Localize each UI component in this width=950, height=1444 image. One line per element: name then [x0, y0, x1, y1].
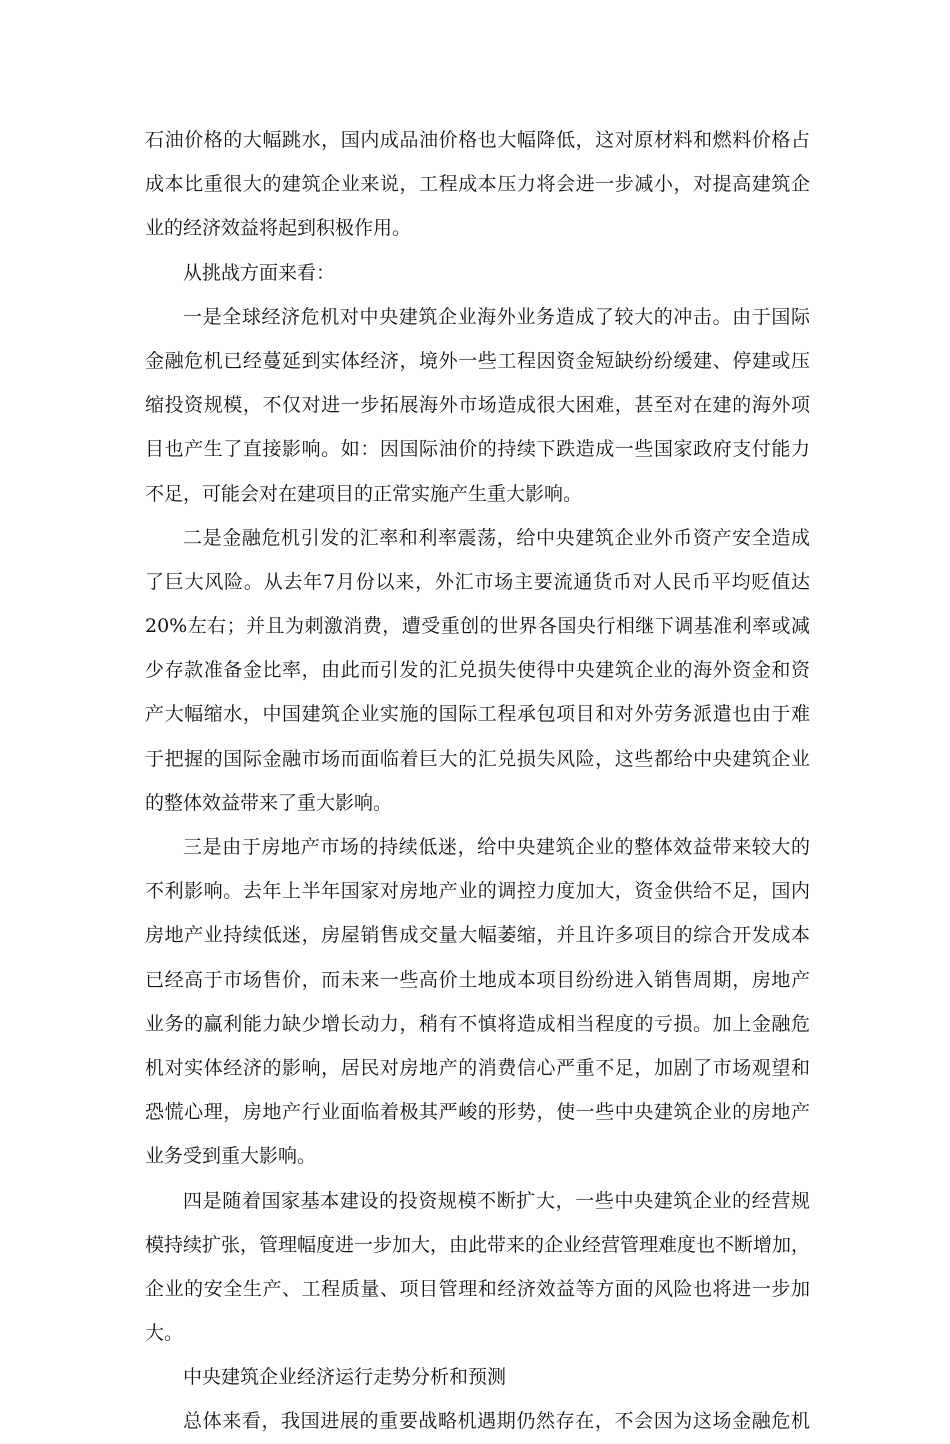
- text-line: 的整体效益带来了重大影响。: [145, 791, 393, 814]
- text-line: 模持续扩张，管理幅度进一步加大，由此带来的企业经营管理难度也不断增加，: [145, 1233, 811, 1256]
- text-line: 机对实体经济的影响，居民对房地产的消费信心严重不足，加剧了市场观望和: [145, 1056, 810, 1079]
- text-line: 产大幅缩水，中国建筑企业实施的国际工程承包项目和对外劳务派遣也由于难: [145, 703, 810, 726]
- text-line: 总体来看，我国进展的重要战略机遇期仍然存在，不会因为这场金融危机: [183, 1410, 810, 1433]
- body-text: [145, 118, 810, 1444]
- text-line: 于把握的国际金融市场而面临着巨大的汇兑损失风险，这些都给中央建筑企业: [145, 747, 810, 770]
- text-line: 业务的赢利能力缺少增长动力，稍有不慎将造成相当程度的亏损。加上金融危: [145, 1012, 810, 1035]
- text-line: 不足，可能会对在建项目的正常实施产生重大影响。: [145, 482, 583, 505]
- text-line: 三是由于房地产市场的持续低迷，给中央建筑企业的整体效益带来较大的: [183, 836, 810, 858]
- text-line: 不利影响。去年上半年国家对房地产业的调控力度加大，资金供给不足，国内: [145, 880, 810, 903]
- text-line: 二是金融危机引发的汇率和利率震荡，给中央建筑企业外币资产安全造成: [183, 526, 810, 549]
- text-line: 石油价格的大幅跳水，国内成品油价格也大幅降低，这对原材料和燃料价格占: [145, 129, 810, 151]
- text-line: 恐慌心理，房地产行业面临着极其严峻的形势，使一些中央建筑企业的房地产: [145, 1101, 810, 1124]
- text-line: 大。: [145, 1322, 184, 1345]
- text-line: 业的经济效益将起到积极作用。: [145, 217, 412, 240]
- text-line: 了巨大风险。从去年7月份以来，外汇市场主要流通货币对人民币平均贬值达: [145, 570, 810, 593]
- text-line: 20%左右；并且为刺激消费，遭受重创的世界各国央行相继下调基准利率或减: [145, 615, 810, 638]
- text-line: 四是随着国家基本建设的投资规模不断扩大，一些中央建筑企业的经营规: [183, 1189, 810, 1212]
- text-line: 业务受到重大影响。: [145, 1145, 317, 1168]
- text-line: 已经高于市场售价，而未来一些高价土地成本项目纷纷进入销售周期，房地产: [145, 968, 810, 991]
- text-line: 企业的安全生产、工程质量、项目管理和经济效益等方面的风险也将进一步加: [145, 1277, 810, 1300]
- text-line: 成本比重很大的建筑企业来说，工程成本压力将会进一步减小，对提高建筑企: [145, 173, 810, 196]
- text-line: 房地产业持续低迷，房屋销售成交量大幅萎缩，并且许多项目的综合开发成本: [145, 924, 810, 947]
- section-heading: 从挑战方面来看：: [183, 261, 336, 284]
- text-line: 金融危机已经蔓延到实体经济，境外一些工程因资金短缺纷纷缓建、停建或压: [145, 349, 810, 372]
- text-line: 目也产生了直接影响。如：因国际油价的持续下跌造成一些国家政府支付能力: [145, 438, 810, 461]
- text-line: 缩投资规模，不仅对进一步拓展海外市场造成很大困难，甚至对在建的海外项: [145, 394, 810, 417]
- text-line: 少存款准备金比率，由此而引发的汇兑损失使得中央建筑企业的海外资金和资: [145, 659, 810, 682]
- section-heading: 中央建筑企业经济运行走势分析和预测: [183, 1366, 507, 1389]
- text-line: 一是全球经济危机对中央建筑企业海外业务造成了较大的冲击。由于国际: [183, 305, 810, 328]
